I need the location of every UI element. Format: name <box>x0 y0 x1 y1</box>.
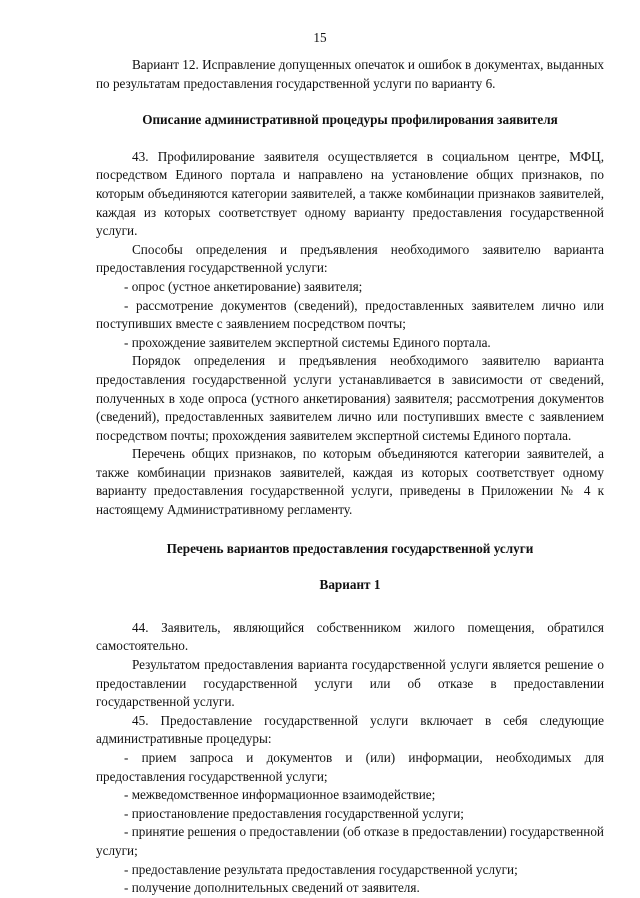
list-item-result-delivery: - предоставление результата предоставления государственной услуги; <box>124 861 518 877</box>
paragraph-44: 44. Заявитель, являющийся собственником жилого помещения, обратился самостоятельно. <box>96 619 604 654</box>
list-item-survey: - опрос (устное анкетирование) заявителя; <box>124 278 363 294</box>
list-item-additional-info: - получение дополнительных сведений от заявителя. <box>124 880 420 896</box>
paragraph-result: Результатом предоставления варианта государственной услуги является решение о предоставлении государственной услуги или об отказе в предоставлении государственной услуги. <box>96 657 604 710</box>
section-heading-profiling: Описание административной процедуры профилирования заявителя <box>142 112 558 128</box>
paragraph-43: 43. Профилирование заявителя осуществляется в социальном центре, МФЦ, посредством Единого портала и направлено на установление общих признаков, по которым объединяются категории заявителей, а также комбинации признаков заявителей, каждая из которых соответствует одному варианту предоставления государственной услуги. <box>96 148 604 239</box>
page-number: 15 <box>313 30 327 45</box>
list-item-suspension: - приостановление предоставления государственной услуги; <box>124 805 464 821</box>
paragraph-variant-12: Вариант 12. Исправление допущенных опечаток и ошибок в документах, выданных по результатам предоставления государственной услуги по варианту 6. <box>96 57 604 91</box>
paragraph-order: Порядок определения и предъявления необходимого заявителю варианта предоставления государственной услуги устанавливается в зависимости от сведений, полученных в ходе опроса (устного анкетирования) заявителя; рассмотрения документов (сведений), предоставленных заявителем лично или поступивших вместе с заявлением посредством почты; прохождения заявителем экспертной системы Единого портала. <box>96 353 604 443</box>
list-item-interagency: - межведомственное информационное взаимодействие; <box>124 787 436 803</box>
list-item-documents: - рассмотрение документов (сведений), предоставленных заявителем лично или поступивших вместе с заявлением посредством почты; <box>96 297 604 332</box>
paragraph-45: 45. Предоставление государственной услуги включает в себя следующие административные процедуры: <box>96 712 604 747</box>
list-item-request-intake: - прием запроса и документов и (или) информации, необходимых для предоставления государственной услуги; <box>96 750 604 784</box>
section-heading-variants: Перечень вариантов предоставления государственной услуги <box>166 540 534 556</box>
list-item-expert-system: - прохождение заявителем экспертной системы Единого портала. <box>124 334 491 350</box>
list-item-decision: - принятие решения о предоставлении (об отказе в предоставлении) государственной услуги; <box>96 824 604 858</box>
paragraph-ways: Способы определения и предъявления необходимого заявителю варианта предоставления государственной услуги: <box>96 241 604 276</box>
paragraph-features-list: Перечень общих признаков, по которым объединяются категории заявителей, а также комбинации признаков заявителей, каждая из которых соответствует одному варианту предоставления государственной услуги, приведены в Приложении № 4 к настоящему Административному регламенту. <box>96 446 604 518</box>
variant-1-heading: Вариант 1 <box>319 577 381 593</box>
document-body <box>96 56 604 898</box>
